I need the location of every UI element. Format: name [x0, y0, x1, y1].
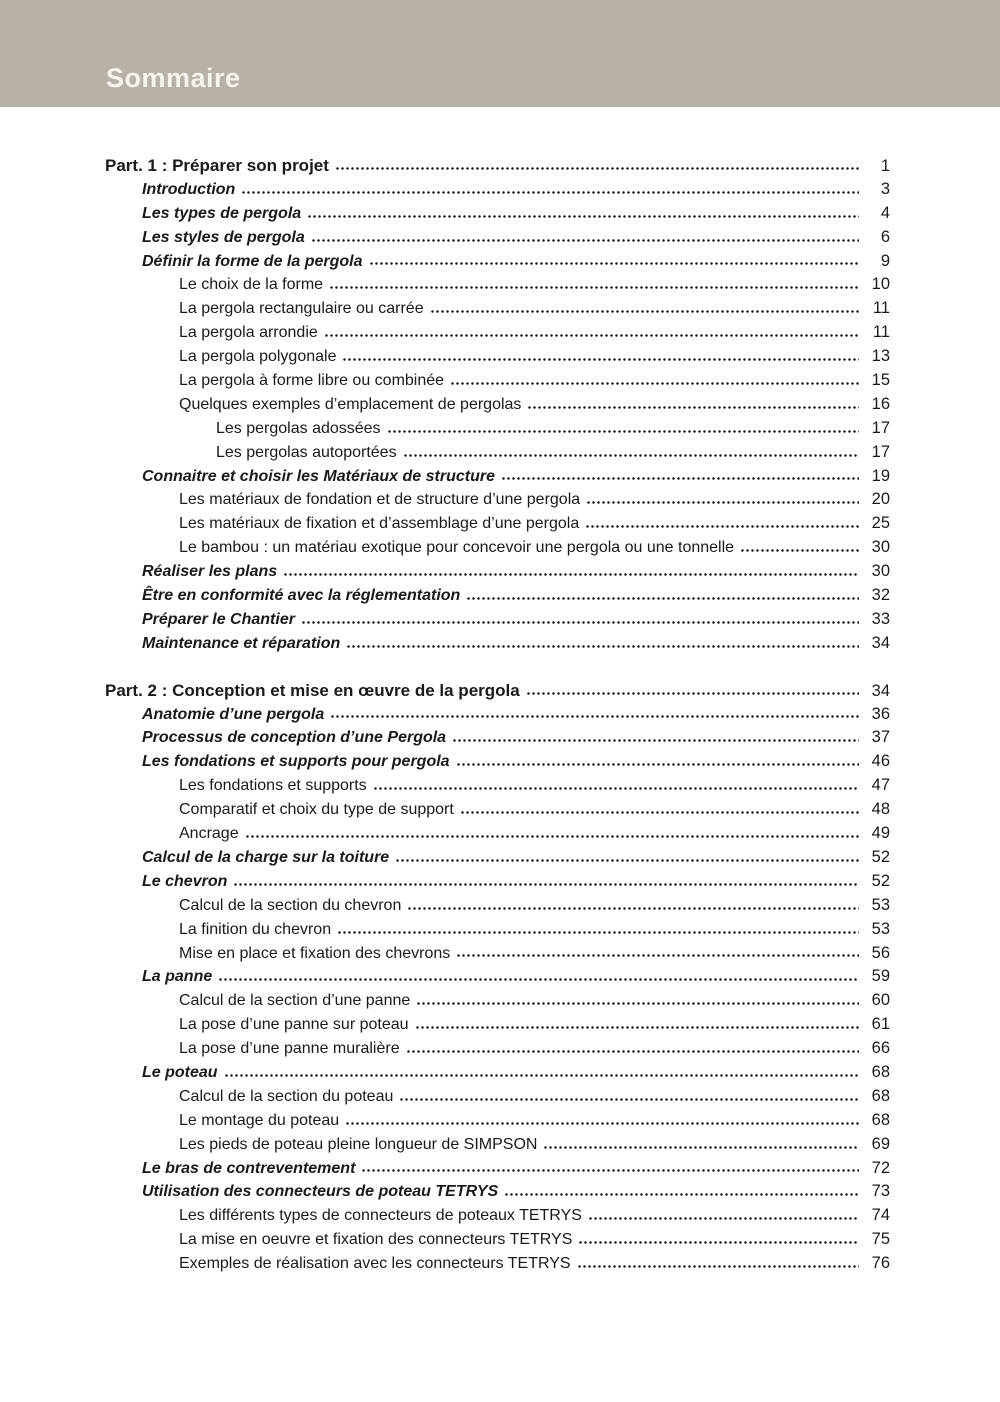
toc-page-number: 15	[871, 371, 890, 390]
dot-leader	[528, 406, 859, 409]
toc-page-number: 32	[871, 586, 890, 605]
dot-leader	[246, 835, 859, 838]
toc-entry-label: Le poteau	[142, 1063, 218, 1081]
toc-row	[0, 202, 1000, 226]
toc-entry-label: Utilisation des connecteurs de poteau TETRYS	[142, 1183, 499, 1201]
toc-row	[0, 154, 1000, 178]
toc-row	[0, 1013, 1000, 1037]
toc-entry-label: Maintenance et réparation	[142, 634, 341, 652]
toc-entry-label: Les pergolas autoportées	[216, 443, 397, 461]
dot-leader	[586, 525, 859, 528]
dot-leader	[587, 501, 859, 504]
toc-page-number: 61	[871, 1015, 890, 1034]
toc-page-number: 74	[871, 1206, 890, 1225]
toc-page-number: 19	[871, 466, 890, 485]
toc-page-number: 20	[871, 490, 890, 509]
toc-row	[0, 894, 1000, 918]
toc-row	[0, 1133, 1000, 1157]
toc-page-number: 68	[871, 1086, 890, 1105]
dot-leader	[225, 1074, 859, 1077]
dot-leader	[453, 739, 859, 742]
toc-page-number: 11	[872, 299, 890, 318]
toc-page-number: 10	[871, 275, 890, 294]
table-of-contents	[0, 107, 1000, 1276]
dot-leader	[338, 931, 859, 934]
dot-leader	[242, 191, 859, 194]
toc-row	[0, 512, 1000, 536]
toc-entry-label: Part. 1 : Préparer son projet	[105, 156, 329, 175]
toc-row	[0, 798, 1000, 822]
toc-row	[0, 965, 1000, 989]
toc-row	[0, 822, 1000, 846]
dot-leader	[502, 477, 859, 480]
toc-page-number: 13	[871, 347, 890, 366]
toc-row	[0, 774, 1000, 798]
toc-entry-label: Les fondations et supports pour pergola	[142, 753, 450, 771]
toc-page-number: 17	[871, 442, 890, 461]
toc-entry-label: Les matériaux de fondation et de structure d’une pergola	[179, 491, 581, 509]
dot-leader	[407, 1050, 859, 1053]
dot-leader	[578, 1265, 859, 1268]
dot-leader	[308, 215, 859, 218]
toc-entry-label: Les types de pergola	[142, 204, 302, 222]
dot-leader	[336, 167, 859, 170]
toc-entry-label: La pergola polygonale	[179, 348, 337, 366]
dot-leader	[400, 1098, 859, 1101]
dot-leader	[404, 454, 859, 457]
toc-page-number: 48	[871, 800, 890, 819]
dot-leader	[346, 1122, 859, 1125]
toc-page-number: 66	[871, 1039, 890, 1058]
dot-leader	[343, 358, 859, 361]
dot-leader	[408, 907, 859, 910]
toc-row	[0, 608, 1000, 632]
dot-leader	[579, 1241, 859, 1244]
toc-entry-label: Le chevron	[142, 872, 228, 890]
toc-row	[0, 393, 1000, 417]
toc-entry-label: La pose d’une panne sur poteau	[179, 1016, 409, 1034]
dot-leader	[302, 621, 859, 624]
toc-page-number: 68	[871, 1110, 890, 1129]
toc-row	[0, 750, 1000, 774]
toc-section	[0, 679, 1000, 1276]
toc-page-number: 6	[880, 227, 890, 246]
toc-entry-label: Le bras de contreventement	[142, 1159, 356, 1177]
dot-leader	[505, 1193, 859, 1196]
dot-leader	[331, 715, 859, 718]
toc-row	[0, 465, 1000, 489]
toc-entry-label: La mise en oeuvre et fixation des connecteurs TETRYS	[179, 1231, 573, 1249]
toc-page-number: 73	[871, 1182, 890, 1201]
toc-row	[0, 297, 1000, 321]
toc-row	[0, 989, 1000, 1013]
toc-entry-label: Introduction	[142, 180, 236, 198]
toc-entry-label: Le montage du poteau	[179, 1111, 340, 1129]
toc-entry-label: La pergola rectangulaire ou carrée	[179, 300, 424, 318]
dot-leader	[374, 787, 859, 790]
toc-page-number: 37	[871, 728, 890, 747]
toc-entry-label: Les styles de pergola	[142, 228, 305, 246]
toc-page-number: 3	[880, 179, 890, 198]
toc-entry-label: Le bambou : un matériau exotique pour concevoir une pergola ou une tonnelle	[179, 539, 735, 557]
toc-page-number: 75	[871, 1230, 890, 1249]
toc-row	[0, 536, 1000, 560]
dot-leader	[457, 763, 859, 766]
toc-entry-label: Quelques exemples d’emplacement de pergolas	[179, 395, 522, 413]
toc-page-number: 60	[871, 991, 890, 1010]
dot-leader	[362, 1169, 859, 1172]
toc-page-number: 9	[880, 251, 890, 270]
toc-row	[0, 1109, 1000, 1133]
dot-leader	[741, 549, 859, 552]
toc-page-number: 30	[871, 562, 890, 581]
toc-page-number: 76	[871, 1254, 890, 1273]
toc-page-number: 47	[871, 776, 890, 795]
toc-row	[0, 632, 1000, 656]
dot-leader	[284, 573, 859, 576]
toc-page-number: 59	[871, 967, 890, 986]
toc-entry-label: La finition du chevron	[179, 920, 332, 938]
toc-entry-label: Calcul de la section d’une panne	[179, 992, 411, 1010]
toc-row	[0, 942, 1000, 966]
dot-leader	[544, 1146, 859, 1149]
toc-entry-label: Calcul de la charge sur la toiture	[142, 848, 390, 866]
toc-entry-label: Les pergolas adossées	[216, 419, 381, 437]
toc-entry-label: Calcul de la section du poteau	[179, 1087, 394, 1105]
toc-entry-label: La pergola arrondie	[179, 324, 318, 342]
toc-row	[0, 178, 1000, 202]
toc-section	[0, 154, 1000, 656]
toc-page-number: 34	[871, 633, 890, 652]
toc-entry-label: Processus de conception d’une Pergola	[142, 729, 447, 747]
toc-row	[0, 560, 1000, 584]
dot-leader	[589, 1217, 859, 1220]
toc-entry-label: Les fondations et supports	[179, 777, 367, 795]
toc-page-number: 1	[880, 157, 890, 175]
toc-row	[0, 870, 1000, 894]
toc-entry-label: Part. 2 : Conception et mise en œuvre de la pergola	[105, 680, 520, 700]
toc-entry-label: Connaitre et choisir les Matériaux de structure	[142, 467, 495, 485]
toc-page-number: 53	[871, 895, 890, 914]
toc-page-number: 25	[871, 514, 890, 533]
dot-leader	[325, 334, 859, 337]
toc-page-number: 68	[871, 1062, 890, 1081]
toc-entry-label: Ancrage	[179, 825, 239, 843]
toc-entry-label: Anatomie d’une pergola	[142, 705, 325, 723]
toc-row	[0, 1037, 1000, 1061]
toc-page-number: 17	[871, 418, 890, 437]
toc-row	[0, 226, 1000, 250]
toc-page-number: 34	[871, 681, 890, 700]
page-header	[0, 0, 1000, 107]
toc-entry-label: La pergola à forme libre ou combinée	[179, 372, 445, 390]
toc-row	[0, 369, 1000, 393]
toc-page-number: 46	[871, 752, 890, 771]
toc-row	[0, 321, 1000, 345]
toc-page-number: 11	[872, 323, 890, 342]
toc-row	[0, 584, 1000, 608]
toc-entry-label: Exemples de réalisation avec les connecteurs TETRYS	[179, 1255, 571, 1273]
toc-entry-label: Préparer le Chantier	[142, 610, 295, 628]
toc-row	[0, 441, 1000, 465]
toc-page-number: 56	[871, 943, 890, 962]
toc-page-number: 53	[871, 919, 890, 938]
toc-row	[0, 417, 1000, 441]
dot-leader	[417, 1002, 859, 1005]
toc-entry-label: La panne	[142, 968, 213, 986]
dot-leader	[347, 645, 859, 648]
dot-leader	[467, 597, 859, 600]
toc-row	[0, 250, 1000, 274]
toc-entry-label: La pose d’une panne muralière	[179, 1040, 400, 1058]
toc-entry-label: Le choix de la forme	[179, 276, 324, 294]
page-title: Sommaire	[106, 63, 241, 93]
toc-entry-label: Définir la forme de la pergola	[142, 252, 363, 270]
toc-page-number: 49	[871, 824, 890, 843]
toc-page-number: 30	[871, 538, 890, 557]
toc-row	[0, 488, 1000, 512]
toc-entry-label: Les pieds de poteau pleine longueur de SIMPSON	[179, 1135, 538, 1153]
toc-row	[0, 1204, 1000, 1228]
toc-row	[0, 846, 1000, 870]
toc-row	[0, 1228, 1000, 1252]
toc-row	[0, 345, 1000, 369]
dot-leader	[219, 978, 859, 981]
toc-page-number: 72	[871, 1158, 890, 1177]
toc-page-number: 33	[871, 609, 890, 628]
toc-page-number: 52	[871, 847, 890, 866]
toc-entry-label: Comparatif et choix du type de support	[179, 801, 454, 819]
toc-page-number: 69	[871, 1134, 890, 1153]
dot-leader	[396, 859, 859, 862]
toc-entry-label: Calcul de la section du chevron	[179, 896, 402, 914]
dot-leader	[457, 954, 859, 957]
toc-row	[0, 1252, 1000, 1276]
toc-page-number: 36	[871, 704, 890, 723]
toc-entry-label: Mise en place et fixation des chevrons	[179, 944, 451, 962]
dot-leader	[234, 883, 859, 886]
dot-leader	[330, 286, 859, 289]
toc-row	[0, 726, 1000, 750]
toc-page-number: 4	[880, 203, 890, 222]
toc-row	[0, 1157, 1000, 1181]
dot-leader	[451, 382, 859, 385]
toc-page-number: 16	[871, 394, 890, 413]
toc-entry-label: Les différents types de connecteurs de poteaux TETRYS	[179, 1207, 582, 1225]
dot-leader	[388, 430, 859, 433]
toc-row	[0, 703, 1000, 727]
dot-leader	[416, 1026, 859, 1029]
dot-leader	[370, 262, 860, 265]
toc-page-number: 52	[871, 871, 890, 890]
dot-leader	[312, 239, 859, 242]
toc-row	[0, 1061, 1000, 1085]
toc-row	[0, 918, 1000, 942]
toc-row	[0, 1180, 1000, 1204]
toc-entry-label: Être en conformité avec la réglementation	[142, 587, 461, 605]
toc-entry-label: Réaliser les plans	[142, 563, 278, 581]
toc-row	[0, 1085, 1000, 1109]
toc-entry-label: Les matériaux de fixation et d’assemblage d’une pergola	[179, 515, 580, 533]
dot-leader	[461, 811, 859, 814]
toc-row	[0, 679, 1000, 703]
dot-leader	[527, 692, 859, 695]
toc-row	[0, 273, 1000, 297]
dot-leader	[431, 310, 859, 313]
